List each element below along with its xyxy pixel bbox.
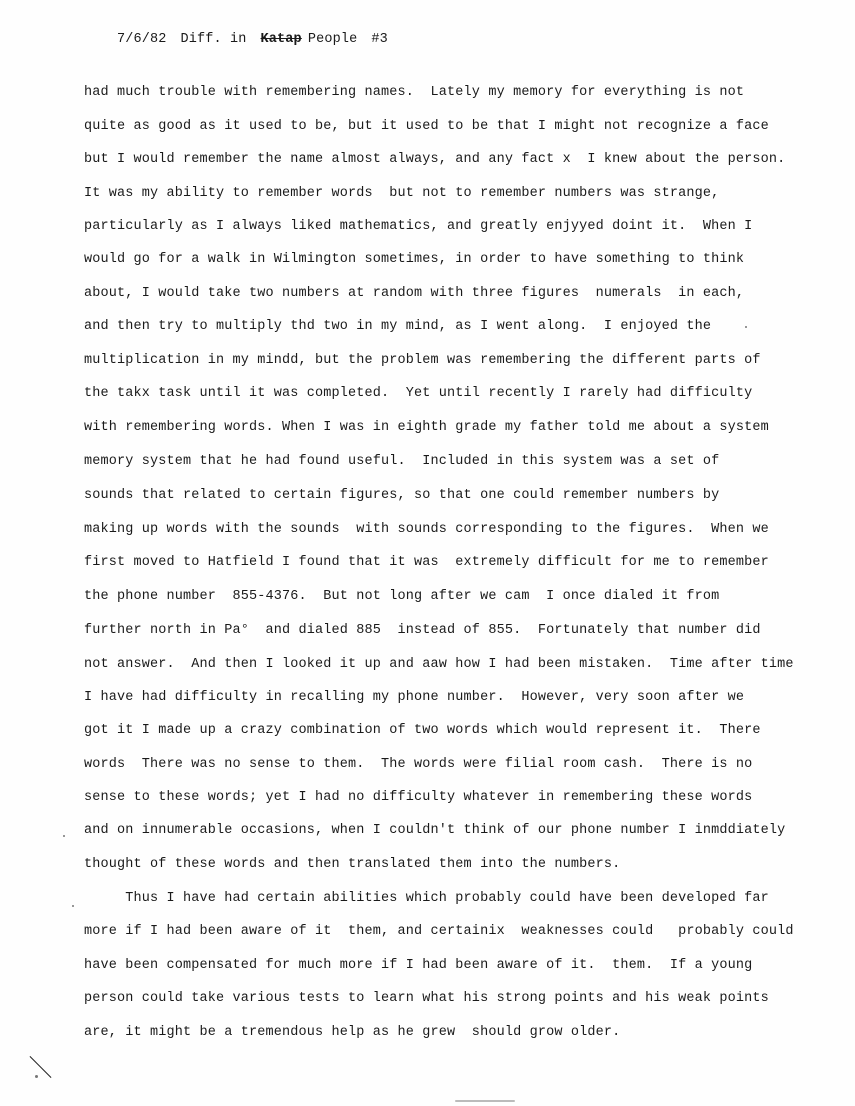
text-line: sounds that related to certain figures, so that one could remember numbers by (84, 488, 720, 503)
text-line: have been compensated for much more if I had been aware of it. them. If a young (84, 958, 753, 973)
text-line: person could take various tests to learn what his strong points and his weak points (84, 991, 769, 1006)
scan-smudge (455, 1100, 515, 1102)
pen-mark (30, 1056, 52, 1078)
text-line: the phone number 855-4376. But not long after we cam I once dialed it from (84, 589, 720, 604)
header-title-start: Diff. in (180, 32, 247, 47)
text-line: but I would remember the name almost always, and any fact x I knew about the person. (84, 152, 786, 167)
text-line: are, it might be a tremendous help as he grew should grow older. (84, 1025, 621, 1040)
page-header (84, 17, 402, 62)
text-line: words There was no sense to them. The words were filial room cash. There is no (84, 757, 753, 772)
scan-speck (745, 326, 747, 328)
text-line: had much trouble with remembering names. Lately my memory for everything is not (84, 85, 745, 100)
text-line: Thus I have had certain abilities which probably could have been developed far (84, 891, 769, 906)
text-line: making up words with the sounds with sounds corresponding to the figures. When we (84, 522, 769, 537)
text-line: quite as good as it used to be, but it used to be that I might not recognize a face (84, 119, 769, 134)
text-line: memory system that he had found useful. Included in this system was a set of (84, 454, 720, 469)
text-line: and on innumerable occasions, when I couldn't think of our phone number I inmddiately (84, 823, 786, 838)
text-line: not answer. And then I looked it up and aaw how I had been mistaken. Time after time (84, 657, 794, 672)
text-line: I have had difficulty in recalling my phone number. However, very soon after we (84, 690, 745, 705)
text-line: further north in Pa° and dialed 885 instead of 855. Fortunately that number did (84, 623, 761, 638)
text-line: It was my ability to remember words but not to remember numbers was strange, (84, 186, 720, 201)
text-line: thought of these words and then translated them into the numbers. (84, 857, 621, 872)
header-title-end: People (307, 32, 358, 47)
text-line: sense to these words; yet I had no difficulty whatever in remembering these words (84, 790, 753, 805)
header-page-number: #3 (371, 32, 388, 47)
text-line: got it I made up a crazy combination of two words which would represent it. There (84, 723, 761, 738)
header-date: 7/6/82 (117, 32, 167, 47)
scan-speck (63, 835, 65, 837)
text-line: with remembering words. When I was in eighth grade my father told me about a system (84, 420, 769, 435)
scan-speck (35, 1075, 38, 1078)
text-line: particularly as I always liked mathematics, and greatly enjyyed doint it. When I (84, 219, 753, 234)
text-line: the takx task until it was completed. Yet until recently I rarely had difficulty (84, 386, 753, 401)
text-line: first moved to Hatfield I found that it was extremely difficult for me to remember (84, 555, 769, 570)
text-line: about, I would take two numbers at random with three figures numerals in each, (84, 286, 745, 301)
header-title-struck: Katap (260, 32, 302, 47)
text-line: and then try to multiply thd two in my mind, as I went along. I enjoyed the (84, 319, 712, 334)
scan-speck (72, 905, 74, 907)
text-line: more if I had been aware of it them, and certainix weaknesses could probably could (84, 924, 794, 939)
text-line: multiplication in my mindd, but the problem was remembering the different parts of (84, 353, 761, 368)
text-line: would go for a walk in Wilmington sometimes, in order to have something to think (84, 252, 745, 267)
